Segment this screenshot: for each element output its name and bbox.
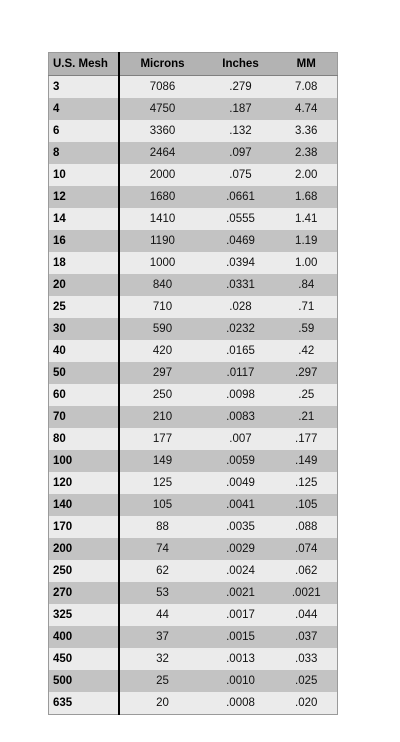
cell-microns: 105 <box>152 499 173 511</box>
cell-microns: 53 <box>156 587 169 599</box>
header-us-mesh: U.S. Mesh <box>49 53 119 76</box>
cell-microns: 20 <box>156 697 169 709</box>
cell-mm: .037 <box>295 631 318 643</box>
cell-inches: .0083 <box>226 411 255 423</box>
cell-microns: 590 <box>152 323 173 335</box>
cell-mm: .297 <box>295 367 318 379</box>
table-row <box>49 362 338 384</box>
cell-inches: .0010 <box>226 675 255 687</box>
cell-mm: 1.68 <box>295 191 318 203</box>
cell-us-mesh: 6 <box>49 120 119 142</box>
cell-inches: .0029 <box>226 543 255 555</box>
table-row <box>49 604 338 626</box>
cell-inches: .132 <box>229 125 252 137</box>
table-row <box>49 494 338 516</box>
table-row <box>49 318 338 340</box>
cell-mm: .125 <box>295 477 318 489</box>
cell-us-mesh: 50 <box>49 362 119 384</box>
cell-us-mesh: 140 <box>49 494 119 516</box>
table-row <box>49 98 338 120</box>
cell-inches: .0049 <box>226 477 255 489</box>
cell-us-mesh: 12 <box>49 186 119 208</box>
table-row <box>49 406 338 428</box>
cell-us-mesh: 450 <box>49 648 119 670</box>
cell-mm: .020 <box>295 697 318 709</box>
table-row <box>49 120 338 142</box>
cell-microns: 62 <box>156 565 169 577</box>
cell-us-mesh: 500 <box>49 670 119 692</box>
cell-microns: 1190 <box>150 235 175 247</box>
table-row <box>49 516 338 538</box>
cell-inches: .0021 <box>226 587 255 599</box>
cell-inches: .0165 <box>226 345 255 357</box>
table-body <box>49 76 338 715</box>
table-row <box>49 692 338 715</box>
cell-inches: .0232 <box>226 323 255 335</box>
cell-inches: .0035 <box>226 521 255 533</box>
cell-microns: 44 <box>156 609 169 621</box>
table-row <box>49 472 338 494</box>
cell-microns: 25 <box>156 675 169 687</box>
cell-us-mesh: 400 <box>49 626 119 648</box>
cell-mm: .84 <box>298 279 315 291</box>
cell-us-mesh: 40 <box>49 340 119 362</box>
table-row <box>49 428 338 450</box>
cell-microns: 2000 <box>149 169 176 181</box>
header-row <box>49 53 338 76</box>
cell-inches: .0008 <box>226 697 255 709</box>
cell-us-mesh: 14 <box>49 208 119 230</box>
cell-mm: 1.19 <box>295 235 318 247</box>
cell-inches: .097 <box>229 147 252 159</box>
cell-microns: 88 <box>156 521 169 533</box>
cell-microns: 250 <box>152 389 173 401</box>
table-row <box>49 648 338 670</box>
cell-microns: 177 <box>152 433 173 445</box>
cell-inches: .0098 <box>226 389 255 401</box>
cell-us-mesh: 325 <box>49 604 119 626</box>
cell-mm: .033 <box>295 653 318 665</box>
cell-microns: 1000 <box>149 257 176 269</box>
table-row <box>49 340 338 362</box>
cell-mm: .044 <box>295 609 318 621</box>
cell-inches: .0661 <box>226 191 255 203</box>
cell-microns: 3360 <box>149 125 176 137</box>
cell-us-mesh: 30 <box>49 318 119 340</box>
cell-us-mesh: 10 <box>49 164 119 186</box>
cell-us-mesh: 270 <box>49 582 119 604</box>
header-mm: MM <box>276 53 338 76</box>
cell-microns: 37 <box>156 631 169 643</box>
cell-mm: .149 <box>295 455 318 467</box>
cell-mm: .71 <box>298 301 315 313</box>
cell-us-mesh: 250 <box>49 560 119 582</box>
cell-microns: 4750 <box>149 103 176 115</box>
table-row <box>49 252 338 274</box>
cell-inches: .279 <box>229 81 252 93</box>
cell-microns: 32 <box>156 653 169 665</box>
cell-inches: .0041 <box>226 499 255 511</box>
cell-us-mesh: 18 <box>49 252 119 274</box>
cell-us-mesh: 20 <box>49 274 119 296</box>
cell-us-mesh: 100 <box>49 450 119 472</box>
table-row <box>49 76 338 99</box>
cell-us-mesh: 3 <box>49 76 119 99</box>
table-row <box>49 626 338 648</box>
cell-inches: .0015 <box>226 631 255 643</box>
header-microns: Microns <box>119 53 206 76</box>
table-row <box>49 560 338 582</box>
cell-us-mesh: 80 <box>49 428 119 450</box>
header-inches: Inches <box>206 53 276 76</box>
cell-mm: .088 <box>295 521 318 533</box>
cell-microns: 710 <box>152 301 173 313</box>
cell-mm: 4.74 <box>295 103 318 115</box>
table-row <box>49 538 338 560</box>
cell-mm: .025 <box>295 675 318 687</box>
cell-microns: 1410 <box>149 213 176 225</box>
cell-us-mesh: 70 <box>49 406 119 428</box>
cell-mm: .42 <box>298 345 315 357</box>
cell-inches: .007 <box>229 433 252 445</box>
table-row <box>49 142 338 164</box>
table-row <box>49 670 338 692</box>
cell-mm: .105 <box>295 499 318 511</box>
cell-inches: .0117 <box>226 367 255 379</box>
cell-inches: .028 <box>229 301 252 313</box>
cell-microns: 840 <box>152 279 173 291</box>
table-row <box>49 186 338 208</box>
cell-mm: .21 <box>298 411 315 423</box>
cell-us-mesh: 16 <box>49 230 119 252</box>
cell-mm: 3.36 <box>295 125 318 137</box>
cell-mm: .0021 <box>291 587 321 599</box>
table-row <box>49 450 338 472</box>
cell-inches: .0017 <box>226 609 255 621</box>
mesh-conversion-table <box>48 52 338 715</box>
cell-inches: .075 <box>229 169 252 181</box>
table-row <box>49 582 338 604</box>
cell-mm: 7.08 <box>295 81 318 93</box>
table-row <box>49 296 338 318</box>
cell-mm: 2.38 <box>295 147 318 159</box>
cell-microns: 297 <box>152 367 173 379</box>
cell-mm: .177 <box>295 433 318 445</box>
cell-inches: .0555 <box>226 213 255 225</box>
cell-us-mesh: 4 <box>49 98 119 120</box>
cell-us-mesh: 8 <box>49 142 119 164</box>
cell-inches: .0469 <box>226 235 255 247</box>
cell-mm: .25 <box>298 389 315 401</box>
cell-mm: 2.00 <box>295 169 318 181</box>
cell-us-mesh: 25 <box>49 296 119 318</box>
cell-microns: 210 <box>152 411 173 423</box>
cell-microns: 149 <box>152 455 173 467</box>
table-row <box>49 208 338 230</box>
cell-microns: 7086 <box>149 81 176 93</box>
cell-us-mesh: 200 <box>49 538 119 560</box>
cell-us-mesh: 120 <box>49 472 119 494</box>
cell-inches: .0024 <box>226 565 255 577</box>
cell-mm: 1.41 <box>295 213 318 225</box>
cell-mm: 1.00 <box>295 257 318 269</box>
cell-microns: 1680 <box>149 191 176 203</box>
cell-us-mesh: 635 <box>49 692 119 715</box>
cell-us-mesh: 170 <box>49 516 119 538</box>
cell-inches: .0059 <box>226 455 255 467</box>
cell-us-mesh: 60 <box>49 384 119 406</box>
cell-mm: .062 <box>295 565 318 577</box>
table-row <box>49 230 338 252</box>
cell-inches: .0013 <box>226 653 255 665</box>
cell-microns: 125 <box>152 477 173 489</box>
table-row <box>49 274 338 296</box>
cell-microns: 2464 <box>149 147 176 159</box>
cell-microns: 74 <box>156 543 169 555</box>
cell-mm: .59 <box>298 323 315 335</box>
cell-microns: 420 <box>152 345 173 357</box>
table-row <box>49 384 338 406</box>
cell-inches: .187 <box>229 103 252 115</box>
table-row <box>49 164 338 186</box>
cell-inches: .0331 <box>226 279 255 291</box>
cell-mm: .074 <box>295 543 318 555</box>
table-header <box>49 53 338 76</box>
cell-inches: .0394 <box>226 257 255 269</box>
